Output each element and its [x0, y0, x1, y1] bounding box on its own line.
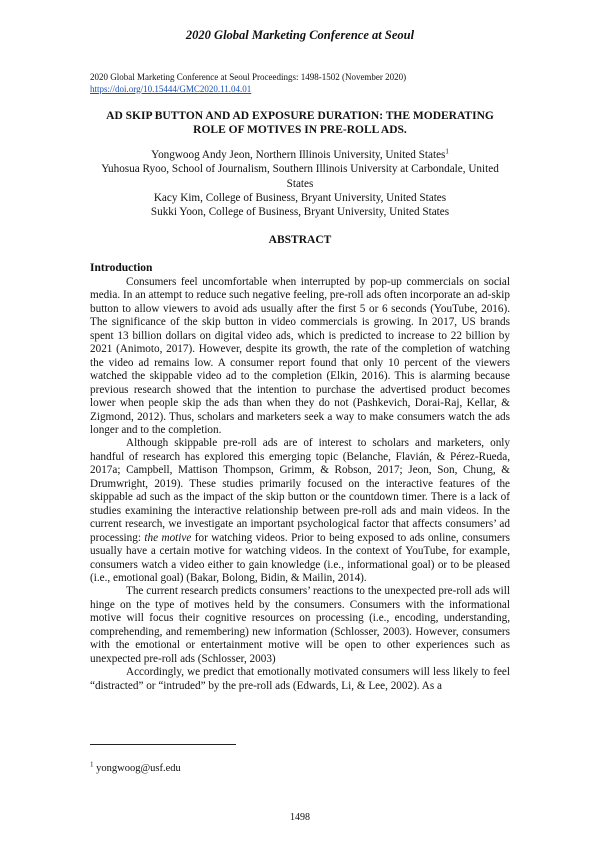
- paragraph: Although skippable pre-roll ads are of interest to scholars and marketers, only handful of research has explored this emerging topic (Belanche, Flavián, & Pérez-Rueda, 2017a; Campbell, Mattison Thompson, Grimm, & Robson, 2017; Jeon, Son, Chung, & Drumwright, 2019). These studies primarily focused on the interactive features of the skippable ad such as the impact of the skip button or the countdown timer. There is a lack of studies examining the interactive relationship between pre-roll ads and main videos. In the current research, we investigate an important psychological factor that affects consumers’ ad processing: the motive for watching videos. Prior to being exposed to ads online, consumers usually have a certain motive for watching videos. In the context of YouTube, for example, consumers watch a video either to gain knowledge (i.e., informational goal) or to be pleased (i.e., emotional goal) (Bakar, Bolong, Bidin, & Mailin, 2014).: [90, 437, 511, 584]
- footnote: $^1$ yongwoog@usf.edu: [90, 760, 181, 774]
- running-header: 2020 Global Marketing Conference at Seoul: [185, 28, 415, 42]
- citation-line: 2020 Global Marketing Conference at Seoul Proceedings: 1498-1502 (November 2020): [90, 72, 407, 82]
- section-heading: Introduction: [90, 262, 153, 274]
- doi-link[interactable]: https://doi.org/10.15444/GMC2020.11.04.01: [90, 83, 252, 94]
- paper-title: AD SKIP BUTTON AND AD EXPOSURE DURATION: THE MODERATING ROLE OF MOTIVES IN PRE-ROLL ADS.: [106, 110, 494, 136]
- footnote-marker[interactable]: 1: [445, 147, 449, 156]
- author-list: [90, 148, 510, 219]
- paragraph: Accordingly, we predict that emotionally motivated consumers will less likely to feel “distracted” or “intruded” by the pre-roll ads (Edwards, Li, & Lee, 2002). As a: [90, 666, 510, 692]
- footnote-rule: [90, 744, 236, 745]
- page-number: 1498: [290, 812, 310, 823]
- abstract-heading: ABSTRACT: [268, 234, 332, 246]
- author-line: Yuhosua Ryoo, School of Journalism, Southern Illinois University at Carbondale, United States: [101, 163, 499, 190]
- paragraph: The current research predicts consumers’ reactions to the unexpected pre-roll ads will hinge on the type of motives held by the consumers. Consumers with the informational motive will focus their cognitive resources on processing (i.e., encoding, understanding, comprehending, and remembering) new information (Schlosser, 2003). However, consumers with the emotional or entertainment motive will be open to other experiences such as unexpected pre-roll ads (Schlosser, 2003): [90, 585, 510, 665]
- author-line: Sukki Yoon, College of Business, Bryant University, United States: [150, 206, 450, 219]
- citation-block: [90, 72, 406, 95]
- body-text: [90, 276, 510, 693]
- author-line: Yongwoog Andy Jeon, Northern Illinois University, United States$^1$: [151, 147, 449, 161]
- paragraph: Consumers feel uncomfortable when interrupted by pop-up commercials on social media. In an attempt to reduce such negative feeling, pre-roll ads often incorporate an ad-skip button to allow viewers to avoid ads usually after the first 5 or 6 seconds (YouTube, 2016). The significance of the skip button in video commercials is growing. In 2017, US brands spent 13 billion dollars on digital video ads, which is predicted to increase to 22 billion by 2021 (Animoto, 2017). However, despite its growth, the rate of the completion of watching the video ad remains low. A consumer report found that only 10 percent of the viewers watched the skippable video ad to the completion (Elkin, 2016). This is alarming because previous research showed that the intention to purchase the advertised product becomes lower when people skip the ads than when they do not (Pashkevich, Dorai-Raj, Kellar, & Zigmond, 2012). Thus, scholars and marketers seek a way to make consumers watch the ads longer and to the completion.: [90, 276, 510, 436]
- footnote-email: yongwoog@usf.edu: [93, 763, 181, 774]
- author-line: Kacy Kim, College of Business, Bryant University, United States: [153, 191, 447, 204]
- emphasis: the motive: [144, 531, 192, 544]
